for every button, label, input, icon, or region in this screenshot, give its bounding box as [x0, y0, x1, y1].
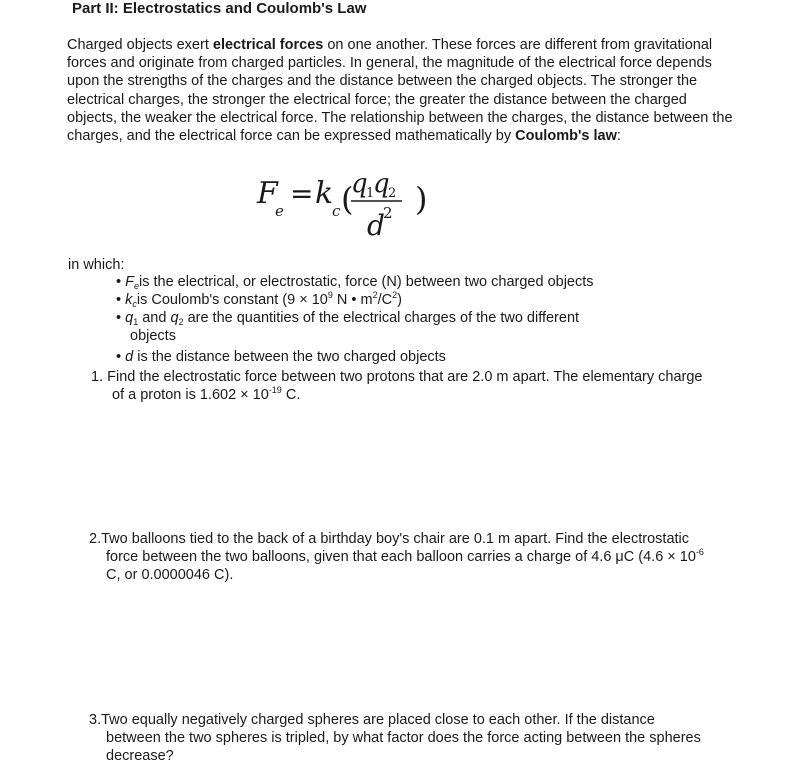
bullet-distance: • d is the distance between the two charged objects	[116, 349, 446, 365]
question-1: 1. Find the electrostatic force between two protons that are 2.0 m apart. The elementary charge of a proton is $1.602 \times 10^{-19}$ C.	[91, 369, 703, 403]
bullet-charges: • $q_1$ and $q_2$ are the quantities of the electrical charges of the two different objects	[116, 310, 580, 344]
formula-k: k	[315, 176, 334, 211]
formula-n2: 2	[388, 186, 397, 201]
intro-paragraph: Charged objects exert electrical forces on one another. These forces are different from gravitational forces and originate from charged particles. In general, the magnitude of the electrical force depends upon the strengths of the charges and the distance between the charged objects. The stronger the electrical charges, the stronger the electrical force; the greater the distance between the charged objects, the weaker the electrical force. The relationship between the charges, the distance between the charges, and the electrical force can be expressed mathematically by Coulomb's law:	[67, 37, 733, 145]
bullet-force: • $F_eis$ the electrical, or electrostatic, force (N) between two charged objects	[116, 274, 594, 291]
formula-equals: =	[290, 177, 314, 210]
bullet-constant: • $k_cis$ Coulomb's constant ($9 \times 10^9$ N • $m^2/C^2$)	[116, 290, 402, 309]
formula-q2: q	[373, 169, 390, 199]
formula-rparen: )	[415, 180, 428, 218]
term-coulombs-law: Coulomb's law	[515, 128, 617, 145]
section-title: Part II: Electrostatics and Coulomb's Law	[72, 0, 367, 17]
term-electrical-forces: electrical forces	[212, 37, 324, 53]
formula-sub-e: e	[275, 202, 284, 220]
formula-q1: q	[351, 169, 368, 199]
formula-F: F	[257, 176, 278, 211]
coulombs-law-formula	[255, 170, 455, 250]
formula-lparen: (	[341, 180, 354, 218]
formula-sub-c: c	[332, 202, 341, 220]
question-2: 2.Two balloons tied to the back of a birthday boy's chair are 0.1 m apart. Find the electrostatic force between the two balloons, given that each balloon carries a charge of 4.6 μC ($4.6 \times 10^{-6}$ C, or 0.0000046 C).	[89, 531, 704, 583]
question-3: 3.Two equally negatively charged spheres are placed close to each other. If the distance between the two spheres is tripled, by what factor does the force acting between the spheres decrease?	[89, 712, 701, 764]
in-which-label: in which:	[68, 257, 125, 273]
formula-n1: 1	[366, 186, 375, 201]
formula-exp: 2	[383, 204, 393, 222]
formula-d: d	[367, 209, 385, 242]
